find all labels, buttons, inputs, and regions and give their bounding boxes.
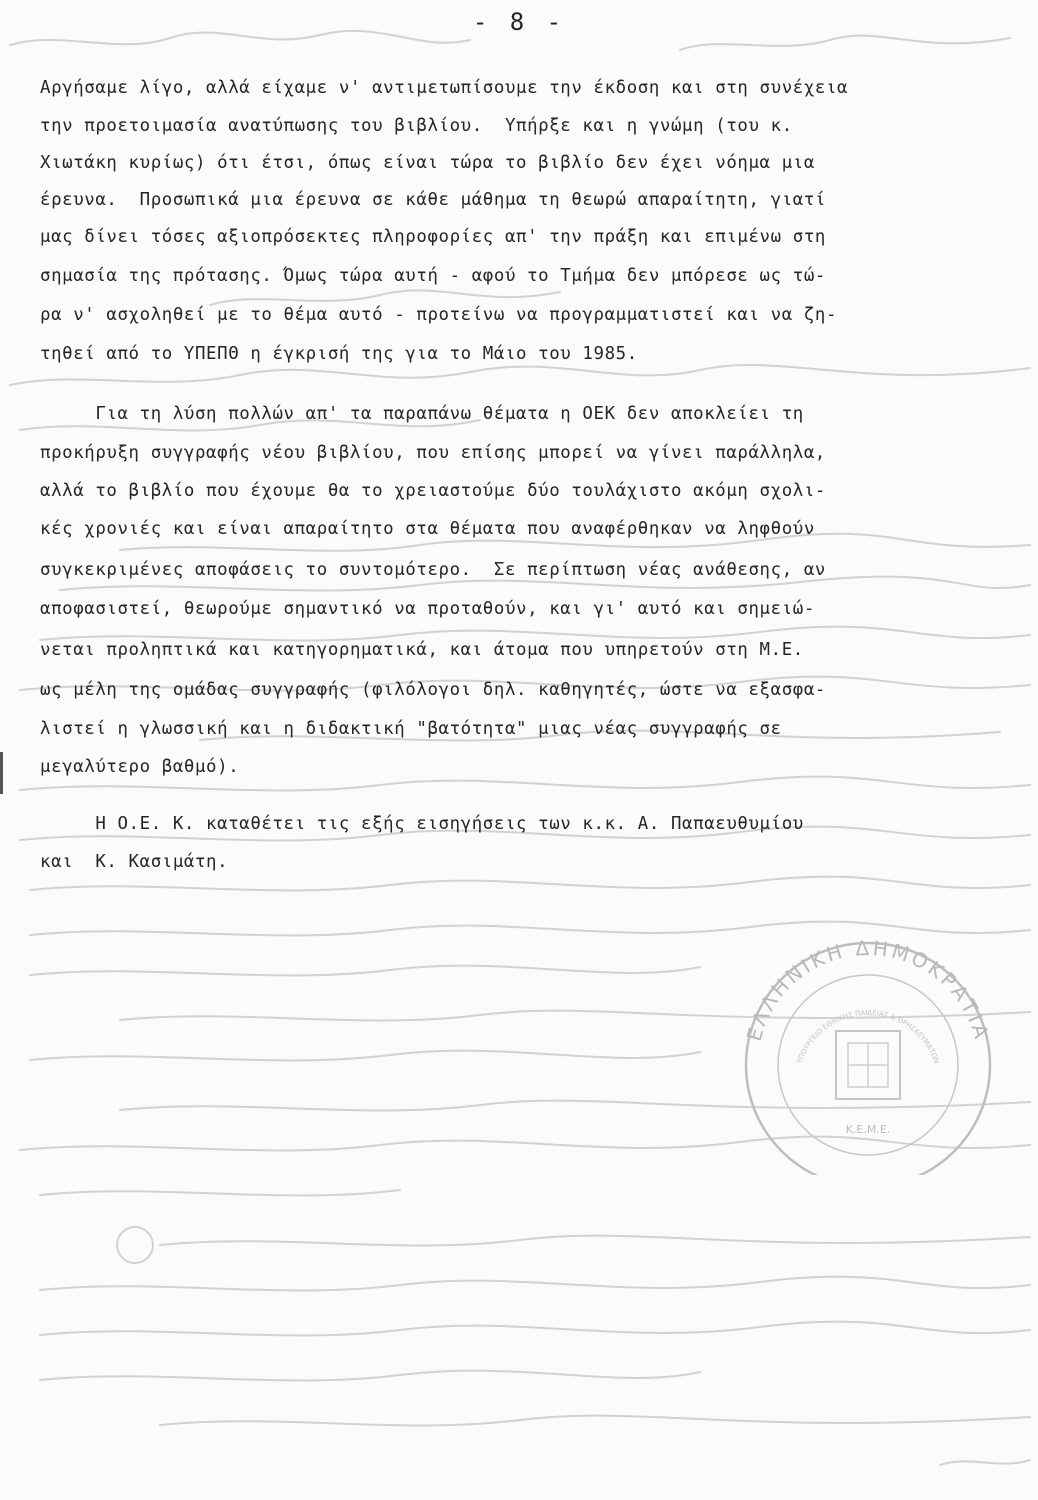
text-line: Για τη λύση πολλών απ' τα παραπάνω θέματα η ΟΕΚ δεν αποκλείει τη [40,404,804,424]
text-line: μας δίνει τόσες αξιοπρόσεκτες πληροφορίες απ' την πράξη και επιμένω στη [40,227,826,247]
svg-text:ΕΛΛΗΝΙΚΗ ΔΗΜΟΚΡΑΤΙΑ [742,936,994,1044]
text-line: κές χρονιές και είναι απαραίτητο στα θέματα που αναφέρθηκαν να ληφθούν [40,519,815,539]
text-line: προκήρυξη συγγραφής νέου βιβλίου, που επίσης μπορεί να γίνει παράλληλα, [40,443,826,463]
margin-mark [0,752,3,794]
stamp-inner-text: ΥΠΟΥΡΓΕΙΟ ΕΘΝΙΚΗΣ ΠΑΙΔΕΙΑΣ & ΘΡΗΣΚΕΥΜΑΤΩΝ [795,1008,941,1065]
official-stamp [718,935,1018,1175]
text-line: τηθεί από το ΥΠΕΠΘ η έγκρισή της για το Μάιο του 1985. [40,344,638,364]
text-line: νεται προληπτικά και κατηγορηματικά, και άτομα που υπηρετούν στη Μ.Ε. [40,640,804,660]
text-line: Χιωτάκη κυρίως) ότι έτσι, όπως είναι τώρα το βιβλίο δεν έχει νόημα μια [40,153,815,173]
text-line: συγκεκριμένες αποφάσεις το συντομότερο. Σε περίπτωση νέας ανάθεσης, αν [40,560,826,580]
text-line: λιστεί η γλωσσική και η διδακτική "βατότητα" μιας νέας συγγραφής σε [40,719,782,739]
text-line: αλλά το βιβλίο που έχουμε θα το χρειαστούμε δύο τουλάχιστο ακόμη σχολι- [40,481,826,501]
text-line: Αργήσαμε λίγο, αλλά είχαμε ν' αντιμετωπίσουμε την έκδοση και στη συνέχεια [40,78,849,98]
stamp-bottom-text: Κ.Ε.Μ.Ε. [845,1123,891,1136]
text-line: αποφασιστεί, θεωρούμε σημαντικό να προταθούν, και γι' αυτό και σημειώ- [40,599,815,619]
stamp-outer-text: ΕΛΛΗΝΙΚΗ ΔΗΜΟΚΡΑΤΙΑ [741,935,995,1044]
text-line: ως μέλη της ομάδας συγγραφής (φιλόλογοι δηλ. καθηγητές, ώστε να εξασφα- [40,680,826,700]
text-line: μεγαλύτερο βαθμό). [40,757,240,777]
page-number: - 8 - [472,8,566,36]
text-line: Η Ο.Ε. Κ. καταθέτει τις εξής εισηγήσεις των κ.κ. Α. Παπαευθυμίου [40,814,804,834]
text-line: και Κ. Κασιμάτη. [40,852,229,872]
text-line: ρα ν' ασχοληθεί με το θέμα αυτό - προτείνω να προγραμματιστεί και να ζη- [40,305,838,325]
text-line: την προετοιμασία ανατύπωσης του βιβλίου. Υπήρξε και η γνώμη (του κ. [40,116,793,136]
text-line: έρευνα. Προσωπικά μια έρευνα σε κάθε μάθημα τη θεωρώ απαραίτητη, γιατί [40,190,826,210]
text-line: σημασία της πρότασης. Όμως τώρα αυτή - αφού το Τμήμα δεν μπόρεσε ως τώ- [40,266,826,286]
